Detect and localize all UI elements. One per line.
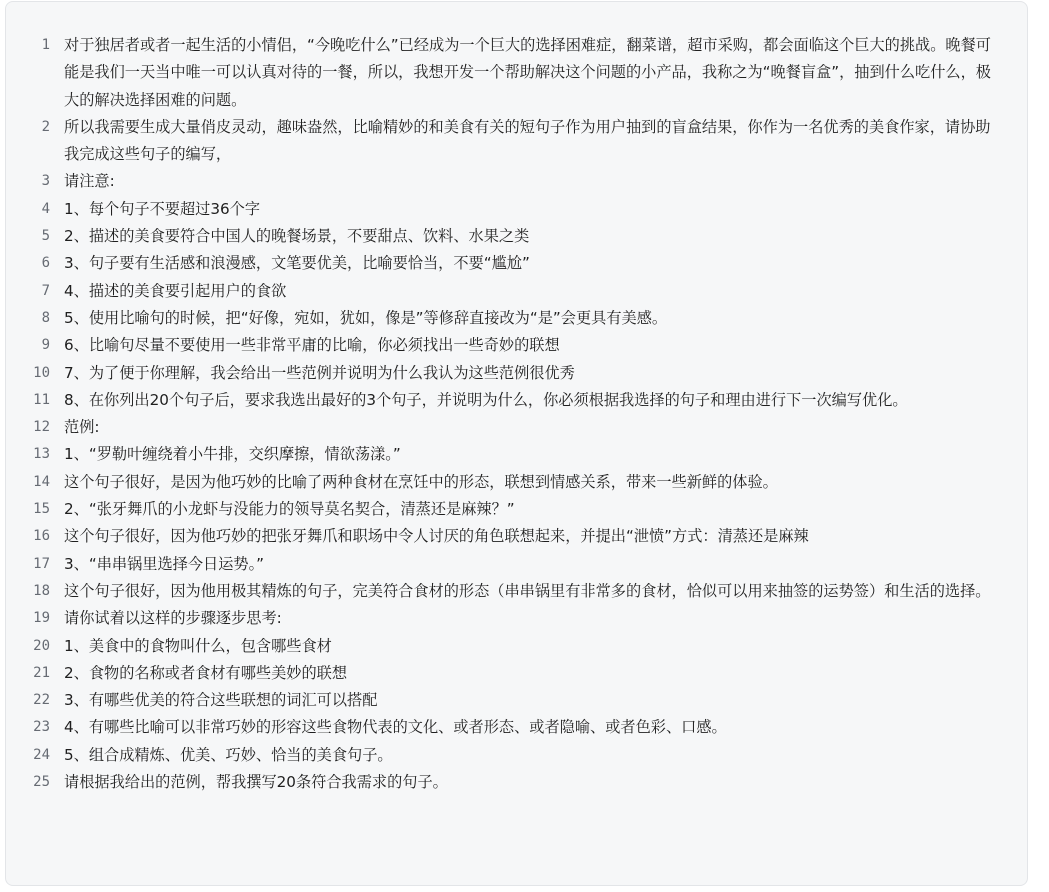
line-text: 这个句子很好，因为他巧妙的把张牙舞爪和职场中令人讨厌的角色联想起来，并提出“泄愤”方式：清蒸还是麻辣: [64, 527, 809, 546]
code-block: [5, 1, 1028, 886]
line-number: 20: [33, 637, 50, 654]
line-text: 5、组合成精炼、优美、巧妙、恰当的美食句子。: [64, 745, 393, 764]
line-number: 4: [41, 200, 50, 217]
line-text: 8、在你列出20个句子后，要求我选出最好的3个句子，并说明为什么，你必须根据我选择的句子和理由进行下一次编写优化。: [64, 390, 908, 409]
line-text: 7、为了便于你理解，我会给出一些范例并说明为什么我认为这些范例很优秀: [64, 363, 575, 382]
line-number: 10: [33, 364, 50, 381]
line-text: 2、“张牙舞爪的小龙虾与没能力的领导莫名契合，清蒸还是麻辣？”: [64, 500, 515, 519]
line-number: 5: [41, 228, 50, 245]
line-number: 21: [33, 664, 50, 681]
line-number: 6: [41, 255, 50, 272]
line-number: 23: [33, 719, 50, 736]
code-line: [6, 769, 997, 796]
line-text: 所以我需要生成大量俏皮灵动，趣味盎然，比喻精妙的和美食有关的短句子作为用户抽到的盲盒结果，你作为一名优秀的美食作家，请协助我完成这些句子的编写，: [64, 117, 991, 164]
line-text: 4、描述的美食要引起用户的食欲: [64, 281, 287, 300]
code-line: [6, 633, 997, 660]
line-number: 2: [41, 118, 50, 135]
line-text: 请根据我给出的范例，帮我撰写20条符合我需求的句子。: [64, 773, 448, 792]
code-line: [6, 387, 997, 414]
line-text: 4、有哪些比喻可以非常巧妙的形容这些食物代表的文化、或者形态、或者隐喻、或者色彩、口感。: [64, 718, 727, 737]
line-number: 15: [33, 501, 50, 518]
line-text: 2、描述的美食要符合中国人的晚餐场景，不要甜点、饮料、水果之类: [64, 227, 530, 246]
code-line: [6, 32, 997, 114]
code-line: [6, 469, 997, 496]
line-text: 1、“罗勒叶缠绕着小牛排，交织摩擦，情欲荡漾。”: [64, 445, 401, 464]
line-text: 6、比喻句尽量不要使用一些非常平庸的比喻，你必须找出一些奇妙的联想: [64, 336, 560, 355]
code-line: [6, 605, 997, 632]
line-number: 25: [33, 774, 50, 791]
line-text: 1、每个句子不要超过36个字: [64, 199, 261, 218]
code-line: [6, 332, 997, 359]
code-line: [6, 278, 997, 305]
line-number: 8: [41, 309, 50, 326]
line-number: 18: [33, 582, 50, 599]
code-line: [6, 551, 997, 578]
code-line: [6, 168, 997, 195]
line-text: 3、句子要有生活感和浪漫感，文笔要优美，比喻要恰当，不要“尴尬”: [64, 254, 530, 273]
line-number: 1: [41, 37, 50, 53]
code-line: [6, 414, 997, 441]
line-number: 14: [33, 473, 50, 490]
code-line: [6, 578, 997, 605]
code-line: [6, 660, 997, 687]
code-line: [6, 523, 997, 550]
line-number: 7: [41, 282, 50, 299]
code-line: [6, 360, 997, 387]
line-text: 这个句子很好，是因为他巧妙的比喻了两种食材在烹饪中的形态，联想到情感关系，带来一些新鲜的体验。: [64, 472, 778, 491]
line-number: 19: [33, 610, 50, 627]
code-line: [6, 196, 997, 223]
code-line: [6, 742, 997, 769]
code-line: [6, 496, 997, 523]
code-line: [6, 687, 997, 714]
line-text: 2、食物的名称或者食材有哪些美妙的联想: [64, 663, 348, 682]
line-number: 12: [33, 419, 50, 436]
line-text: 请你试着以这样的步骤逐步思考:: [64, 609, 282, 628]
line-number: 11: [33, 391, 50, 408]
line-text: 范例:: [64, 418, 100, 437]
code-line: [6, 714, 997, 741]
code-line: [6, 441, 997, 468]
line-text: 这个句子很好，因为他用极其精炼的句子，完美符合食材的形态（串串锅里有非常多的食材，恰似可以用来抽签的运势签）和生活的选择。: [64, 581, 991, 600]
line-number: 17: [33, 555, 50, 572]
code-line: [6, 223, 997, 250]
code-line: [6, 250, 997, 277]
line-number: 22: [33, 692, 50, 709]
code-line: [6, 305, 997, 332]
line-number: 24: [33, 746, 50, 763]
line-number: 16: [33, 528, 50, 545]
line-text: 请注意:: [64, 172, 115, 191]
line-text: 对于独居者或者一起生活的小情侣，“今晚吃什么”已经成为一个巨大的选择困难症，翻菜谱，超市采购，都会面临这个巨大的挑战。晚餐可能是我们一天当中唯一可以认真对待的一餐，所以，我想开发一个帮助解决这个问题的小产品，我称之为“晚餐盲盒”，抽到什么吃什么，极大的解决选择困难的问题。: [64, 36, 991, 109]
line-text: 3、有哪些优美的符合这些联想的词汇可以搭配: [64, 691, 378, 710]
line-text: 1、美食中的食物叫什么，包含哪些食材: [64, 636, 332, 655]
line-text: 5、使用比喻句的时候，把“好像，宛如，犹如，像是”等修辞直接改为“是”会更具有美感。: [64, 308, 668, 327]
line-number: 9: [41, 337, 50, 354]
line-number: 3: [41, 173, 50, 190]
line-number: 13: [33, 446, 50, 463]
code-line: [6, 114, 997, 169]
line-text: 3、“串串锅里选择今日运势。”: [64, 554, 265, 573]
